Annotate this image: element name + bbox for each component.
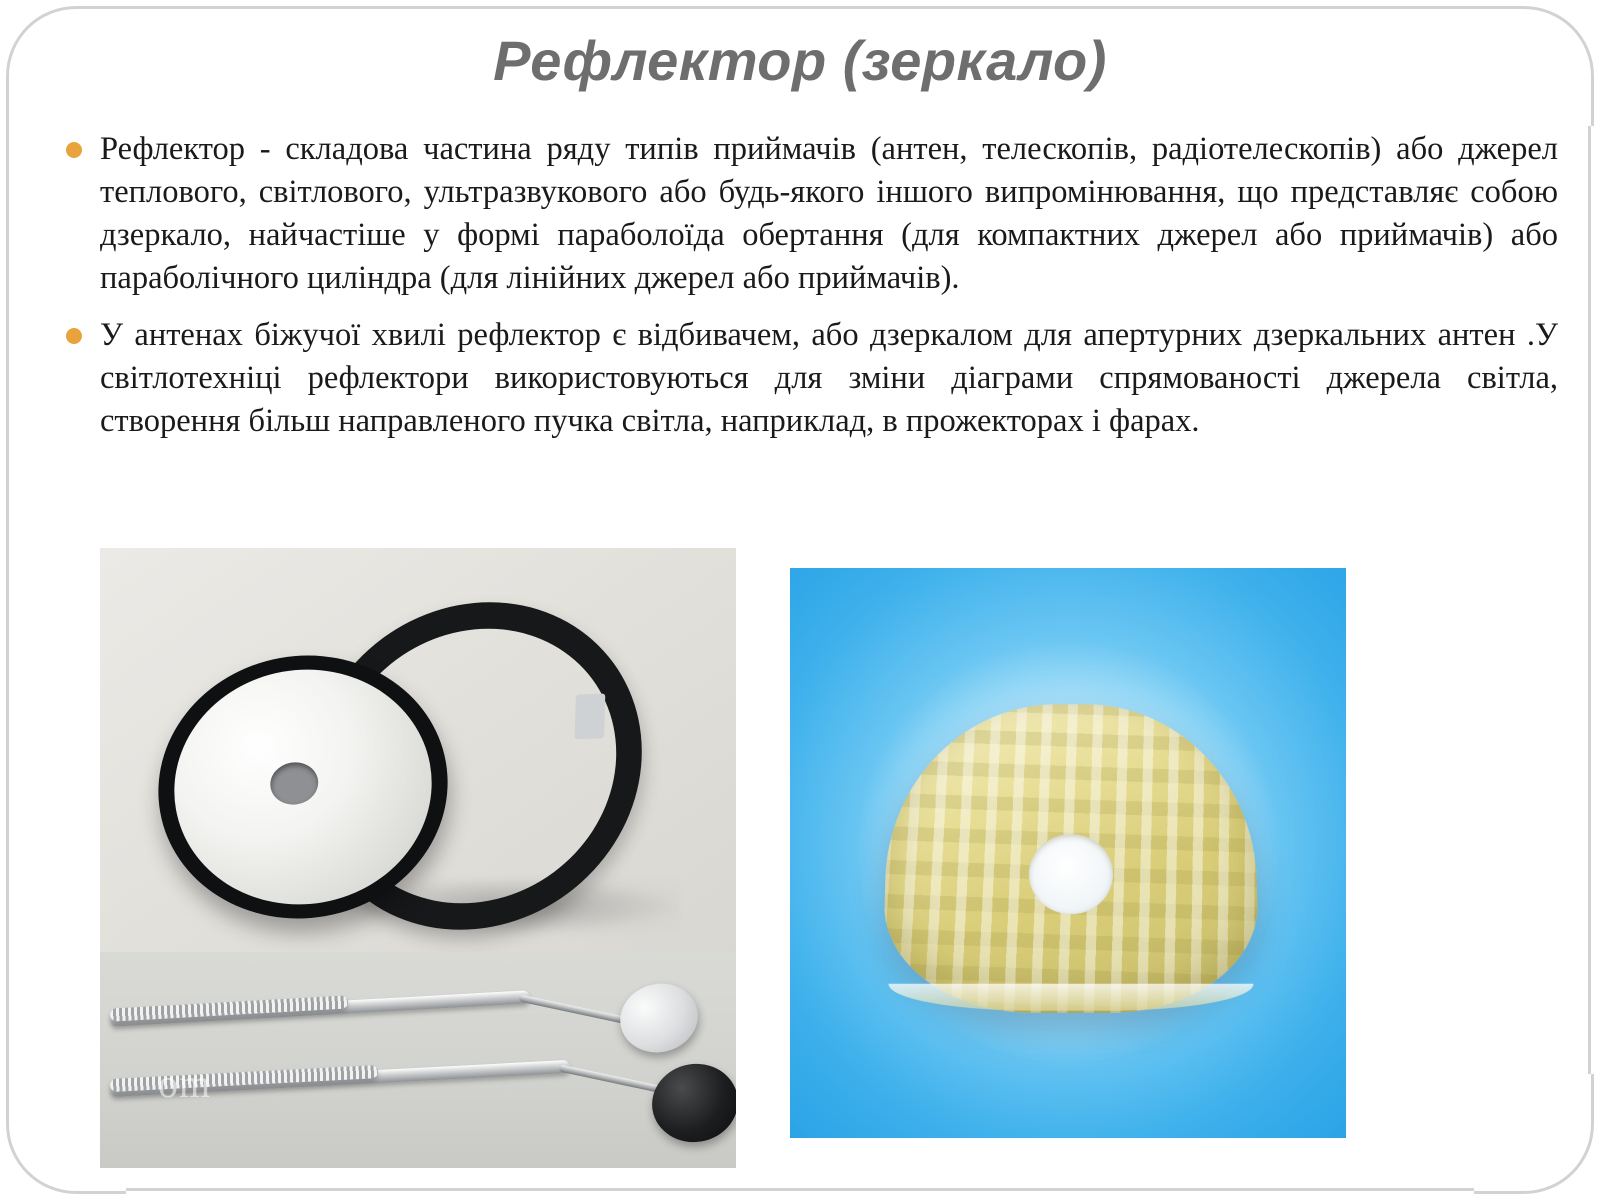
- mirror-head-dark: [646, 1057, 736, 1149]
- mirror-center-hole: [267, 759, 322, 809]
- mirror-head-silver: [613, 976, 705, 1061]
- image-watermark: om: [158, 1061, 212, 1106]
- bullet-paragraph-2: У антенах біжучої хвилі рефлектор є відбивачем, або дзеркалом для апертурних дзеркальних антен .У світлотехніці рефлектори використовуються для зміни діаграми спрямованості джерела світла, створення більш направленого пучка світла, наприклад, в прожекторах і фарах.: [100, 317, 1558, 439]
- reflector-center-hole: [1029, 834, 1114, 914]
- frame-edge-right: [1588, 126, 1591, 1074]
- frame-edge-top: [126, 6, 1474, 9]
- list-item: [48, 128, 1558, 300]
- page-title: Рефлектор (зеркало): [493, 29, 1107, 92]
- body-text: [48, 128, 1558, 457]
- bullet-dot-icon: [66, 328, 82, 344]
- image-round-mirror-with-black-ring: [100, 548, 736, 954]
- image-dental-inspection-mirrors: [100, 952, 736, 1168]
- image-gallery: [100, 548, 1500, 1168]
- frame-edge-bottom: [126, 1188, 1474, 1191]
- bullet-paragraph-1: Рефлектор - складова частина ряду типів приймачів (антен, телескопів, радіотелескопів) або джерел теплового, світлового, ультразвукового або будь-якого іншого випромінювання, що представляє собою дзеркало, найчастіше у формі параболоїда обертання (для компактних джерел або приймачів) або параболічного циліндра (для лінійних джерел або приймачів).: [100, 131, 1558, 296]
- list-item: [48, 314, 1558, 443]
- image-golden-parabolic-reflector: [790, 568, 1346, 1138]
- frame-edge-left: [6, 126, 9, 1074]
- bullet-dot-icon: [66, 142, 82, 158]
